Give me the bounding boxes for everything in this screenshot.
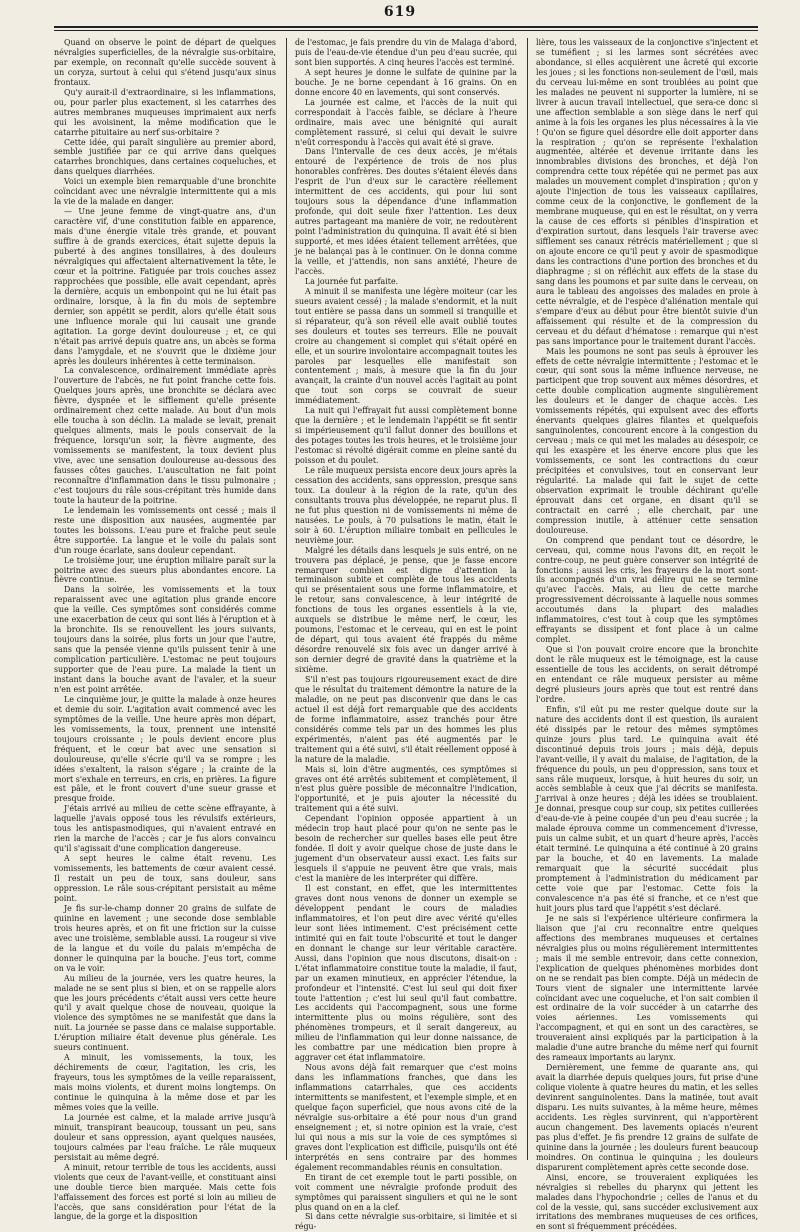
paragraph: Malgré les détails dans lesquels je suis entré, on ne trouvera pas déplacé, je pense, que je fasse encore remarquer combien est digne d'attention la terminaison subite et complète de tous les accidents qui se présentaient sous une forme inflammatoire, et le retour, sans convalescence, à leur intégrité de fonctions de tous les organes essentiels à la vie, auxquels se distribue le même nerf, le cœur, les poumons, l'estomac et le cerveau, qui en est le point de départ, qui tous avaient été frappés du même désordre renouvelé six fois avec un danger arrivé à son dernier degré de gravité dans la quatrième et la sixième. bbox=[295, 545, 517, 675]
paragraph: En tirant de cet exemple tout le parti possible, on voit comment une névralgie profonde produit des symptômes qui paraissent singuliers et qui ne le sont plus quand on en a la clef. bbox=[295, 1172, 517, 1212]
header-rule-thin bbox=[54, 30, 758, 31]
paragraph: On comprend que pendant tout ce désordre, le cerveau, qui, comme nous l'avons dit, en reçoit le contre-coup, ne peut guère conserver son intégrité de fonctions ; aussi les cris, les frayeurs de la mort sont-ils accompagnés d'un vrai délire qui ne se termine qu'avec l'accès. Mais, au lieu de cette marche progressivement décroissante à laquelle nous sommes accoutumés dans la plupart des maladies inflammatoires, c'est tout à coup que les symptômes effrayants se dissipent et font place à un calme complet. bbox=[536, 535, 758, 645]
paragraph: Le troisième jour, une éruption miliaire paraît sur la poitrine avec des sueurs plus abondantes encore. La fièvre continue. bbox=[54, 555, 276, 585]
column-right bbox=[527, 38, 758, 1232]
paragraph: Voici un exemple bien remarquable d'une bronchite coïncidant avec une névralgie intermittente qui a mis la vie de la malade en danger. bbox=[54, 177, 276, 207]
text-columns bbox=[54, 38, 758, 1232]
paragraph: lière, tous les vaisseaux de la conjonctive s'injectent et se tuméfient ; si les larmes sont sécrétées avec abondance, si elles acquièrent une âcreté qui excorie les joues ; si les fonctions non-seulement de l'œil, mais du cerveau lui-même en sont troublées au point que les malades ne peuvent ni supporter la lumière, ni se livrer à aucun travail intellectuel, que sera-ce donc si une affection semblable a son siège dans le nerf qui anime à la fois les organes les plus nécessaires à la vie ! Qu'on se figure quel désordre elle doit apporter dans la respiration ; qu'on se représente l'exhalation augmentée, altérée et devenue irritante dans les innombrables divisions des bronches, et déjà l'on comprendra cette toux répétée qui ne permet pas aux malades un mouvement complet d'inspiration ; qu'on y ajoute l'injection de tous les vaisseaux capillaires, comme ceux de la conjonctive, le gonflement de la membrane muqueuse, qui en est le résultat, on y verra la cause de ces efforts si pénibles d'inspiration et d'expiration surtout, dans lesquels l'air traverse avec sifflement ses canaux rétrécis matériellement ; que si on ajoute encore ce qu'il peut y avoir de spasmodique dans les contractions d'une portion des bronches et du diaphragme ; si on réfléchit aux effets de la stase du sang dans les poumons et par suite dans le cerveau, on aura le tableau des angoisses des malades en proie à cette névralgie, et de l'espèce d'aliénation mentale qui s'empare d'eux au début pour être bientôt suivie d'un affaissement qui résulte et de la compression du cerveau et du défaut d'hématose : remarque qui n'est pas sans importance pour le traitement durant l'accès. bbox=[536, 38, 758, 346]
paragraph: Qu'y aurait-il d'extraordinaire, si les inflammations, ou, pour parler plus exactement, si les catarrhes des autres membranes muqueuses imprimaient aux nerfs qui les avoisinent, la même modification que le catarrhe pituitaire au nerf sus-orbitaire ? bbox=[54, 87, 276, 137]
paragraph: Dans la soirée, les vomissements et la toux reparaissent avec une agitation plus grande encore que la veille. Ces symptômes sont considérés comme une exacerbation de ceux qui sont liés à l'éruption et à la bronchite. Ils se renouvellent les jours suivants, toujours dans la soirée, plus forts un jour que l'autre, sans que la pensée vienne qu'ils puissent tenir à une complication particulière. L'estomac ne peut toujours supporter que de l'eau pure. La malade la tient un instant dans la bouche avant de l'avaler, et la sueur n'en est point arrêtée. bbox=[54, 585, 276, 694]
paragraph: Le cinquième jour, je quitte la malade à onze heures et demie du soir. L'agitation avait commencé avec les symptômes de la veille. Une heure après mon départ, les vomissements, la toux, prennent une intensité toujours croissante ; le pouls devient encore plus fréquent, et le cœur bat avec une sensation si douloureuse, qu'elle s'écrie qu'il va se rompre ; les idées s'exaltent, la raison s'égare ; la crainte de la mort s'exhale en terreurs, en cris, en prières. La figure est pâle, et le front couvert d'une sueur grasse et presque froide. bbox=[54, 694, 276, 804]
paragraph: Je ne sais si l'expérience ultérieure confirmera la liaison que j'ai cru reconnaître entre quelques affections des membranes muqueuses et certaines névralgies plus ou moins régulièrement intermittentes ; mais il me semble entrevoir, dans cette connexion, l'explication de quelques phénomènes morbides dont on ne se rendait pas bien compte. Déjà un médecin de Tours vient de signaler une intermittente larvée coïncidant avec une coqueluche, et l'on sait combien il est ordinaire de la voir succéder à un catarrhe des voies aériennes. Les vomissements qui l'accompagnent, et qui en sont un des caractères, se trouveraient ainsi expliqués par la participation à la maladie d'une autre branche du même nerf qui fournit des rameaux importants au larynx. bbox=[536, 913, 758, 1063]
paragraph: Cette idée, qui paraît singulière au premier abord, semble justifiée par ce qui arrive dans quelques catarrhes bronchiques, dans certaines coqueluches, et dans quelques diarrhées. bbox=[54, 137, 276, 177]
paragraph: Mais les poumons ne sont pas seuls à éprouver les effets de cette névralgie intermittente ; l'estomac et le cœur, qui sont sous la même influence nerveuse, ne participent que trop souvent aux mêmes désordres, et cette double complication augmente singulièrement les douleurs et le danger de chaque accès. Les vomissements répétés, qui expulsent avec des efforts énervants quelques glaires filantes et quelquefois sanguinolentes, concourent encore à la congestion du cerveau ; mais ce qui met les malades au désespoir, ce qui les exaspère et les énerve encore plus que les vomissements, ce sont les contractions du cœur précipitées et convulsives, tout en conservant leur régularité. La malade qui fait le sujet de cette observation exprimait le trouble déchirant qu'elle éprouvait dans cet organe, en disant qu'il se contractait en carré ; elle cherchait, par une compression inutile, à atténuer cette sensation douloureuse. bbox=[536, 346, 758, 535]
paragraph: Le râle muqueux persista encore deux jours après la cessation des accidents, sans oppression, presque sans toux. La douleur à la région de la rate, qu'un des consultants trouva plus développée, ne reparut plus. Il ne fut plus question ni de vomissements ni même de nausées. Le pouls, à 70 pulsations le matin, était le soir à 60. L'éruption miliaire tombait en pellicules le neuvième jour. bbox=[295, 465, 517, 545]
paragraph: Nous avons déjà fait remarquer que c'est moins dans les inflammations franches, que dans les inflammations catarrhales, que ces accidents intermittents se manifestent, et l'exemple simple, et en quelque façon superficiel, que nous avons cité de la névralgie sus-orbitaire a été pour nous d'un grand enseignement ; et, si notre opinion est la vraie, c'est lui qui nous a mis sur la voie de ces symptômes si graves dont l'explication est difficile, puisqu'ils ont été interprétés en sens contraire par des hommes également recommandables réunis en consultation. bbox=[295, 1063, 517, 1172]
header-rule bbox=[54, 26, 758, 28]
page-number: 619 bbox=[383, 4, 417, 20]
paragraph: Ainsi, encore, se trouveraient expliquées les névralgies si rebelles du pharynx qui jettent les malades dans l'hypochondrie ; celles de l'anus et du col de la vessie, qui, sans succéder exclusivement aux irritations des membranes muqueuses de ces orifices, en sont si fréquemment précédées. bbox=[536, 1172, 758, 1232]
column-middle bbox=[286, 38, 517, 1232]
paragraph: Mais si, loin d'être augmentés, ces symptômes si graves ont été arrêtés subitement et complètement, il n'est plus guère possible de méconnaître l'indication, l'opportunité, et je puis ajouter la nécessité du traitement qui a été suivi. bbox=[295, 764, 517, 814]
paragraph: Si dans cette névralgie sus-orbitaire, si limitée et si régu- bbox=[295, 1212, 517, 1232]
paragraph: Enfin, s'il eût pu me rester quelque doute sur la nature des accidents dont il est question, ils auraient été dissipés par le retour des mêmes symptômes quinze jours plus tard. Le quinquina avait été discontinué depuis trois jours ; mais déjà, depuis l'avant-veille, il y avait du malaise, de l'agitation, de la fréquence du pouls, un peu d'oppression, sans toux et sans râle muqueux, lorsque, à huit heures du soir, un accès semblable à ceux que j'ai décrits se manifesta. J'arrivai à onze heures ; déjà les idées se troublaient. Je donnai, presque coup sur coup, six petites cuillerées d'eau-de-vie à peine coupée d'un peu d'eau sucrée ; la malade éprouva comme un commencement d'ivresse, puis un calme subit, et un quart d'heure après, l'accès était terminé. Le quinquina a été continué à 20 grains par la bouche, et 40 en lavements. La malade remarquait que la sécurité succédait plus promptement à l'administration du médicament par cette voie que par l'estomac. Cette fois la convalescence n'a pas été si franche, et ce n'est que huit jours plus tard que l'appétit s'est déclaré. bbox=[536, 704, 758, 913]
paragraph: La convalescence, ordinairement immédiate après l'ouverture de l'abcès, ne fut point franche cette fois. Quelques jours après, une bronchite se déclara avec fièvre, dyspnée et le sifflement qu'elle présente ordinairement chez cette malade. Au bout d'un mois elle toucha à son déclin. La malade se levait, prenait quelques aliments, mais le pouls conservait de la fréquence, lorsqu'un soir, la fièvre augmente, des vomissements se manifestent, la toux devient plus vive, avec une sensation douloureuse au-dessous des fausses côtes gauches. L'auscultation ne fait point reconnaître d'inflammation dans le tissu pulmonaire ; c'est toujours du râle sous-crépitant très humide dans toute la hauteur de la poitrine. bbox=[54, 366, 276, 505]
paragraph: Au milieu de la journée, vers les quatre heures, la malade ne se sent plus si bien, et on se rappelle alors que les jours précédents c'était aussi vers cette heure qu'il y avait quelque chose de nouveau, quoique la violence des symptômes ne se manifestât que dans la nuit. La journée se passe dans ce malaise supportable. L'éruption miliaire était devenue plus générale. Les sueurs continuent. bbox=[54, 973, 276, 1053]
paragraph: Cependant l'opinion opposée appartient à un médecin trop haut placé pour qu'on ne sente pas le besoin de rechercher sur quelles bases elle peut être fondée. Il doit y avoir quelque chose de juste dans le jugement d'un observateur aussi exact. Les faits sur lesquels il s'appuie ne peuvent être que vrais, mais c'est la manière de les interpréter qui diffère. bbox=[295, 814, 517, 884]
paragraph: Quand on observe le point de départ de quelques névralgies superficielles, de la névralgie sus-orbitaire, par exemple, on reconnaît qu'elle succède souvent à un coryza, surtout à celui qui s'étend jusqu'aux sinus frontaux. bbox=[54, 38, 276, 87]
paragraph: A minuit il se manifesta une légère moiteur (car les sueurs avaient cessé) ; la malade s'endormit, et la nuit tout entière se passa dans un sommeil si tranquille et si réparateur, qu'à son réveil elle avait oublié toutes ses douleurs et toutes ses terreurs. Elle ne pouvait croire au changement si complet qui s'était opéré en elle, et un sourire involontaire accompagnait toutes les paroles par lesquelles elle manifestait son contentement ; mais, à mesure que la fin du jour avançait, la crainte d'un nouvel accès l'agitait au point que tout son corps se couvrait de sueur immédiatement. bbox=[295, 286, 517, 406]
paragraph: Dans l'intervalle de ces deux accès, je m'étais entouré de l'expérience de trois de nos plus honorables confrères. Des doutes s'étaient élevés dans l'esprit de l'un d'eux sur le caractère réellement intermittent de ces accidents, qui pour lui sont toujours sous la dépendance d'une inflammation profonde, qui doit seule fixer l'attention. Les deux autres partageant ma manière de voir, ne redoutèrent point l'administration du quinquina. Il avait été si bien supporté, et mes idées étaient tellement arrêtées, que je ne balançai pas à le continuer. On le donna comme la veille, et j'attendis, non sans anxiété, l'heure de l'accès. bbox=[295, 147, 517, 276]
paragraph: Que si l'on pouvait croire encore que la bronchite dont le râle muqueux est le témoignage, est la cause essentielle de tous les accidents, on serait détrompé en entendant ce râle muqueux persister au même degré plusieurs jours après que tout est rentré dans l'ordre. bbox=[536, 645, 758, 704]
paragraph: A minuit, les vomissements, la toux, les déchirements de cœur, l'agitation, les cris, les frayeurs, tous les symptômes de la veille reparaissent, mais moins violents, et durent moins longtemps. On continue le quinquina à la même dose et par les mêmes voies que la veille. bbox=[54, 1053, 276, 1112]
paragraph: J'étais arrivé au milieu de cette scène effrayante, à laquelle j'avais opposé tous les révulsifs extérieurs, tous les antispasmodiques, qui n'avaient entravé en rien la marche de l'accès ; car je fus alors convaincu qu'il s'agissait d'une complication dangereuse. bbox=[54, 804, 276, 854]
paragraph: S'il n'est pas toujours rigoureusement exact de dire que le résultat du traitement démontre la nature de la maladie, on ne peut pas disconvenir que dans le cas actuel il est déjà fort remarquable que des accidents de forme inflammatoire, assez tranchés pour être considérés comme tels par un des hommes les plus expérimentés, n'aient pas été augmentés par le traitement qui a été suivi, s'il était réellement opposé à la nature de la maladie. bbox=[295, 675, 517, 764]
paragraph: A sept heures le calme était revenu. Les vomissements, les battements de cœur avaient cessé. Il restait un peu de toux, sans douleur, sans oppression. Le râle sous-crépitant persistait au même point. bbox=[54, 854, 276, 903]
paragraph: La journée est calme, et la malade arrive jusqu'à minuit, transpirant beaucoup, toussant un peu, sans douleur et sans oppression, ayant quelques nausées, toujours calmées par l'eau fraîche. Le râle muqueux persistait au même degré. bbox=[54, 1112, 276, 1162]
paragraph: Il est constant, en effet, que les intermittentes graves dont nous venons de donner un exemple se développent pendant le cours de maladies inflammatoires, et l'on peut dire avec vérité qu'elles leur sont liées intimement. C'est précisément cette intimité qui en fait toute l'obscurité et tout le danger en donnant le change sur leur véritable caractère. Aussi, dans l'opinion que nous discutons, disait-on : L'état inflammatoire constitue toute la maladie, il faut, par un examen minutieux, en apprécier l'étendue, la profondeur et l'intensité. C'est lui seul qui doit fixer toute l'attention ; c'est lui seul qu'il faut combattre. Les accidents qui l'accompagnent, sous une forme intermittente plus ou moins régulière, sont des phénomènes trompeurs, et il serait dangereux, au milieu de l'inflammation qui leur donne naissance, de les combattre par une médication bien propre à aggraver cet état inflammatoire. bbox=[295, 884, 517, 1063]
paragraph: — Une jeune femme de vingt-quatre ans, d'un caractère vif, d'une constitution faible en apparence, mais d'une énergie vitale très grande, et pouvant suffire à de grands exercices, était sujette depuis la puberté à des angines tonsillaires, à des douleurs névralgiques qui affectaient alternativement la tête, le cœur et la poitrine. Fatiguée par trois couches assez rapprochées que possible, elle avait cependant, après la dernière, acquis un embonpoint qui ne lui était pas ordinaire, lorsque, à la fin du mois de septembre dernier, son appétit se perdit, alors qu'elle était sous une influence morale qui lui causait une grande agitation. La gorge devint douloureuse ; et, ce qui n'était pas arrivé depuis quatre ans, un abcès se forma dans l'amygdale, et ne s'ouvrit que le dixième jour après les douleurs inhérentes à cette terminaison. bbox=[54, 207, 276, 366]
paragraph: A sept heures je donne le sulfate de quinine par la bouche. Je ne borne cependant à 16 grains. On en donne encore 40 en lavements, qui sont conservés. bbox=[295, 67, 517, 97]
paragraph: A minuit, retour terrible de tous les accidents, aussi violents que ceux de l'avant-veille, et constituant ainsi une double tierce bien marquée. Mais cette fois l'affaissement des forces est porté si loin au milieu de l'accès, que sans considération pour l'état de la langue, de la gorge et la disposition bbox=[54, 1162, 276, 1222]
paragraph: La journée est calme, et l'accès de la nuit qui correspondait à l'accès faible, se déclare à l'heure ordinaire, mais avec une bénignité qui aurait complètement rassuré, si celui qui devait le suivre n'eût correspondu à l'accès qui avait été si grave. bbox=[295, 97, 517, 147]
paragraph: La journée fut parfaite. bbox=[305, 276, 399, 286]
paragraph: Le lendemain les vomissements ont cessé ; mais il reste une disposition aux nausées, augmentée par toutes les boissons. L'eau pure et fraîche peut seule être supportée. La langue et le voile du palais sont d'un rouge écarlate, sans douleur cependant. bbox=[54, 505, 276, 555]
column-left bbox=[54, 38, 276, 1222]
paragraph: La nuit qui l'effrayait fut aussi complètement bonne que la dernière ; et le lendemain l'appétit se fit sentir si impérieusement qu'il fallut donner des bouillons et des potages toutes les trois heures, et le troisième jour l'estomac si révolté digérait comme en pleine santé du poisson et du poulet. bbox=[295, 406, 517, 466]
paragraph: de l'estomac, je fais prendre du vin de Malaga d'abord, puis de l'eau-de-vie étendue d'un peu d'eau sucrée, qui sont bien supportés. A cinq heures l'accès est terminé. bbox=[295, 38, 517, 67]
paragraph: Dernièrement, une femme de quarante ans, qui avait la diarrhée depuis quelques jours, fut prise d'une colique violente à quatre heures du matin, et les selles devinrent sanguinolentes. Dans la matinée, tout avait disparu. Les nuits suivantes, à la même heure, mêmes accidents. Les règles survinrent, qui n'apportèrent aucun changement. Des lavements opiacés n'eurent pas plus d'effet. Je fis prendre 12 grains de sulfate de quinine dans la journée ; les douleurs furent beaucoup moindres. On continua le quinquina ; les douleurs disparurent complètement après cette seconde dose. bbox=[536, 1063, 758, 1172]
paragraph: Je fis sur-le-champ donner 20 grains de sulfate de quinine en lavement ; une seconde dose semblable trois heures après, et on fit une friction sur la cuisse avec une troisième, semblable aussi. La rougeur si vive de la langue et du voile du palais m'empêcha de donner le quinquina par la bouche. J'eus tort, comme on va le voir. bbox=[54, 903, 276, 973]
